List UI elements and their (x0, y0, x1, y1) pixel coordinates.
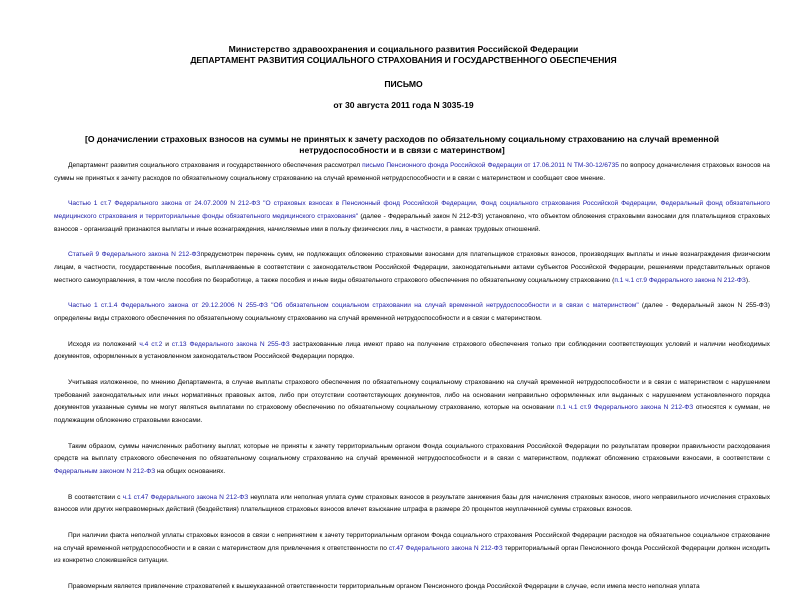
paragraph-5 (54, 339, 770, 364)
legal-reference-link[interactable]: п.1 ч.1 ст.9 Федерального закона N 212-ФЗ (614, 276, 746, 284)
paragraph-4 (54, 300, 770, 325)
paragraph-8 (54, 492, 770, 517)
paragraph-text: Департамент развития социального страхования и государственного обеспечения рассмотрел (68, 162, 363, 169)
paragraph-text: на общих основаниях. (155, 467, 226, 475)
paragraph-text: неуплата или неполная уплата сумм страховых взносов в результате занижения базы для начисления страховых взносов, иного неправильного исчисления страховых взносов или других неправомерных действий (бездействия) плательщиков страховых взносов влечет взыскание штрафа в размере 20 процентов неуплаченной суммы страховых взносов. (54, 493, 771, 514)
paragraph-text: ). (745, 276, 750, 284)
legal-reference-link[interactable]: Частью 1 ст.7 Федерального закона от 24.07.2009 N 212-ФЗ "О страховых взносах в Пенсионный фонд Российской Федерации, Фонд социального страхования Российской Федерации, Федеральный фонд обязательного медицинского страхования и территориальные фонды обязательного медицинского страхования" (54, 200, 770, 220)
legal-reference-link[interactable]: Частью 1 ст.1.4 Федерального закона от 29.12.2006 N 255-ФЗ "Об обязательном социальном страховании на случай временной нетрудоспособности и в связи с материнством" (68, 302, 639, 310)
document-date-number: от 30 августа 2011 года N 3035-19 (333, 100, 474, 110)
legal-reference-link[interactable]: ч.4 ст.2 (139, 340, 163, 348)
paragraph-text: Исходя из положений (68, 340, 140, 348)
document-type: ПИСЬМО (384, 79, 423, 89)
paragraph-10 (54, 581, 770, 594)
paragraph-3 (54, 249, 770, 287)
paragraph-text: В соответствии с (68, 493, 123, 501)
legal-reference-link[interactable]: п.1 ч.1 ст.9 Федерального закона N 212-ФЗ (556, 404, 694, 412)
legal-reference-link[interactable]: ст.47 Федерального закона N 212-ФЗ (388, 544, 503, 552)
paragraph-text: Таким образом, суммы начисленных работнику выплат, которые не приняты к зачету территориальным органом Фонда социального страхования Российской Федерации по результатам проверки правильности расходования средств на выплату страхового обеспечения по обязательному социальному страхованию на случай временной нетрудоспособности и в связи с материнством, подлежат обложению страховыми взносами, в соответствии с (54, 442, 770, 463)
paragraph-text: территориальный орган Пенсионного фонда Российской Федерации должен исходить из конкретно сложившейся ситуации. (54, 544, 770, 565)
paragraph-text: Правомерным является привлечение страхователей к вышеуказанной ответственности территориальным органом Пенсионного фонда Российской Федерации в случае, если имела место неполная уплата (68, 582, 700, 590)
paragraph-text: относятся к суммам, не подлежащим обложению страховыми взносами. (54, 404, 771, 424)
paragraph-9 (54, 530, 770, 568)
paragraph-2 (54, 198, 770, 236)
paragraph-text: и (162, 340, 172, 348)
legal-reference-link[interactable]: письмо Пенсионного фонда Российской Федерации от 17.06.2011 N ТМ-30-12/6735 (362, 162, 619, 169)
legal-reference-link[interactable]: Статьей 9 Федерального закона N 212-ФЗ (68, 251, 201, 259)
paragraph-text: Учитывая изложенное, по мнению Департамента, в случае выплаты страхового обеспечения по обязательному социальному страхованию на случай временной нетрудоспособности и в связи с материнством с нарушением требований законодательных или иных нормативных правовых актов, либо при отсутствии соответствующих документов, либо на основании неправильно оформленных или выданных с нарушением установленного порядка документов указанные суммы не могут являться выплатами по страховому обеспечению по обязательному социальному страхованию, которые на основании (54, 379, 770, 412)
paragraph-text: (далее - Федеральный закон N 212-ФЗ) установлено, что объектом обложения страховыми взносами для плательщиков страховых взносов - организаций признаются выплаты и иные вознаграждения, начисляемые ими в пользу физических лиц, в частности, в рамках трудовых отношений. (54, 212, 771, 233)
paragraph-6 (54, 377, 770, 427)
document-body (54, 160, 770, 607)
legal-reference-link[interactable]: Федеральным законом N 212-ФЗ (54, 467, 156, 475)
legal-reference-link[interactable]: ч.1 ст.47 Федерального закона N 212-ФЗ (122, 493, 249, 501)
paragraph-1 (54, 160, 770, 185)
ministry-name: Министерство здравоохранения и социального развития Российской Федерации (228, 44, 579, 54)
paragraph-text: застрахованные лица имеют право на получение страхового обеспечения только при соблюдении соответствующих условий и наличии необходимых документов, оформленных в установленном законодательством Российской Федерации порядке. (54, 340, 770, 361)
paragraph-text: При наличии факта неполной уплаты страховых взносов в связи с непринятием к зачету территориальным органом Фонда социального страхования Российской Федерации расходов на обязательное социальное страхование на случай временной нетрудоспособности и в связи с материнством для привлечения к ответственности по (54, 531, 770, 552)
paragraph-text: по вопросу доначисления страховых взносов на суммы не принятых к зачету расходов по обязательному социальному страхованию на случай временной нетрудоспособности и в связи с материнством и сообщает свое мнение. (54, 162, 770, 182)
paragraph-text: (далее - Федеральный закон N 255-ФЗ) определены виды страхового обеспечения по обязательному социальному страхованию на случай временной нетрудоспособности и в связи с материнством. (54, 302, 770, 322)
legal-reference-link[interactable]: ст.13 Федерального закона N 255-ФЗ (171, 340, 290, 348)
department-name: ДЕПАРТАМЕНТ РАЗВИТИЯ СОЦИАЛЬНОГО СТРАХОВАНИЯ И ГОСУДАРСТВЕННОГО ОБЕСПЕЧЕНИЯ (190, 55, 617, 65)
document-subject: [О доначислении страховых взносов на суммы не принятых к зачету расходов по обязательному социальному страхованию на случай временной нетрудоспособности и в связи с материнством] (84, 134, 720, 155)
paragraph-7 (54, 441, 770, 479)
paragraph-text: предусмотрен перечень сумм, не подлежащих обложению страховыми взносами для плательщиков страховых взносов, производящих выплаты и иные вознаграждения физическим лицам, в частности, государственные пособия, выплачиваемые в соответствии с законодательством Российской Федерации, законодательными актами субъектов Российской Федерации, решениями представительных органов местного самоуправления, в том числе пособия по безработице, а также пособия и иные виды обязательного страхового обеспечения по обязательному социальному страхованию ( (54, 251, 770, 284)
